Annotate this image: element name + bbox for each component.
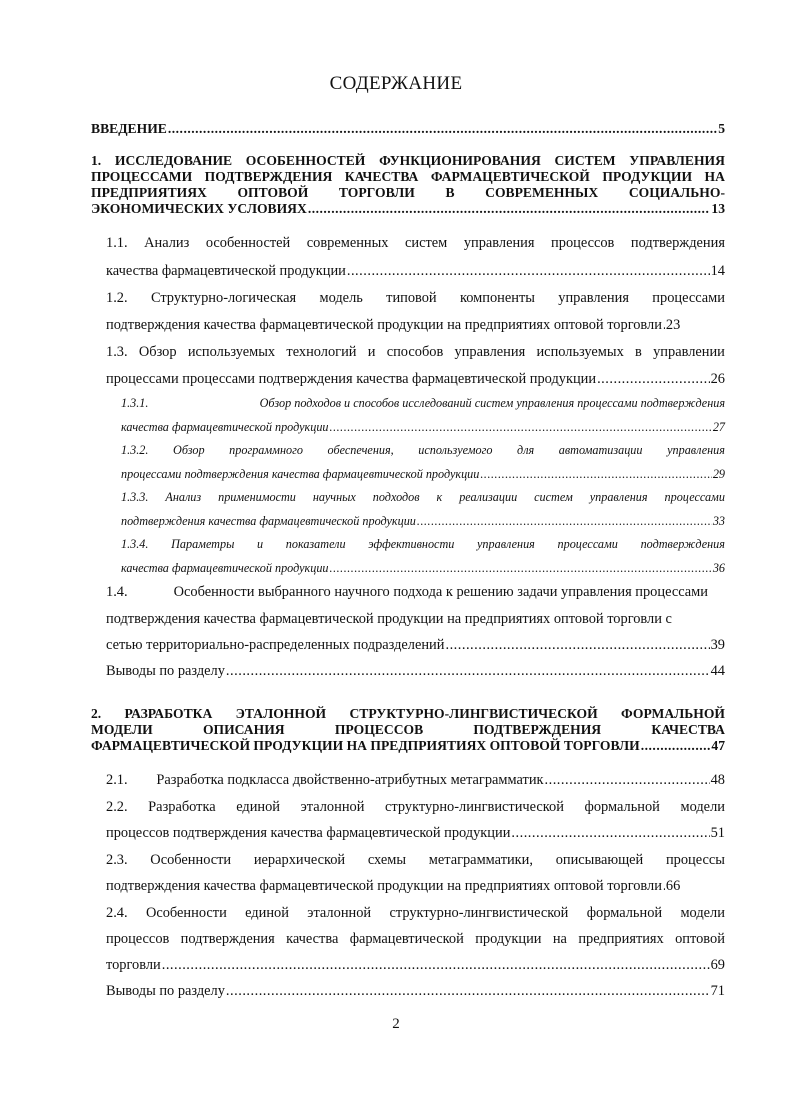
w: 2. <box>91 706 102 721</box>
w: ПОДТВЕРЖДЕНИЯ <box>473 722 602 737</box>
w: применимости <box>218 490 296 504</box>
leader-dots <box>330 561 712 576</box>
w: программного <box>229 443 303 457</box>
w: оптовой <box>675 931 725 947</box>
w: процессов <box>106 931 170 947</box>
w: ПРОЦЕССОВ <box>334 722 424 737</box>
w: ПРОДУКЦИИ <box>602 169 693 184</box>
w: метаграмматики, <box>428 852 533 868</box>
w: современных <box>306 235 389 251</box>
w: процессы <box>665 852 725 868</box>
w: используемого <box>418 443 493 457</box>
w: СИСТЕМ <box>554 153 616 168</box>
w: 1.3.4. <box>121 537 149 551</box>
chapter-1-line-3 <box>91 185 725 201</box>
leader-dots <box>226 983 710 1000</box>
toc-page: 36 <box>712 561 725 575</box>
toc-label: процессами процессами подтверждения качества фармацевтической продукции <box>106 371 597 387</box>
toc-label: сетью территориально-распределенных подразделений <box>106 637 445 653</box>
entry-line-1 <box>106 584 725 601</box>
w: качества <box>286 931 339 947</box>
chapter-1-line-1 <box>91 153 725 169</box>
entry-line-1 <box>121 396 725 411</box>
w: подтверждения <box>630 235 725 251</box>
toc-page: 71 <box>710 983 725 999</box>
w: модели <box>680 905 725 921</box>
w: 1.3.3. <box>121 490 149 504</box>
w: Разработка <box>148 799 216 815</box>
w: эталонной <box>307 905 372 921</box>
entry-line-3 <box>106 637 725 654</box>
w: научных <box>312 490 356 504</box>
w: управления <box>558 290 629 306</box>
w: ФОРМАЛЬНОЙ <box>621 706 725 721</box>
entry-line-2 <box>106 371 725 388</box>
w: и <box>367 344 376 360</box>
chapter-2-line-3 <box>91 738 725 754</box>
w: показатели <box>285 537 346 551</box>
w: РАЗРАБОТКА <box>124 706 213 721</box>
w: 2.3. <box>106 852 128 868</box>
chapter-1-line-2 <box>91 169 725 185</box>
w: 1.1. <box>106 235 128 251</box>
toc-entry-2-1[interactable] <box>106 772 725 789</box>
w: управления <box>463 235 535 251</box>
entry-line-3 <box>106 957 725 974</box>
w: Особенности <box>150 852 232 868</box>
toc-label: торговли <box>106 957 161 973</box>
entry-line-1 <box>106 344 725 361</box>
toc-page: 23 <box>665 317 681 333</box>
leader-dots <box>480 467 711 482</box>
leader-dots <box>168 121 717 137</box>
w: модели <box>680 799 725 815</box>
w: используемых <box>536 344 624 360</box>
toc-label: подтверждения качества фармацевтической продукции на предприятиях оптовой торговли <box>106 878 662 894</box>
w: ОПИСАНИЯ <box>202 722 285 737</box>
w: формальной <box>584 799 660 815</box>
w: Анализ <box>144 235 190 251</box>
w: предприятиях <box>578 931 664 947</box>
toc-label: подтверждения качества фармацевтической продукции на предприятиях оптовой торговли с <box>106 611 672 627</box>
toc-page: 44 <box>710 663 725 679</box>
toc-page: 27 <box>712 420 725 434</box>
w: формальной <box>586 905 663 921</box>
entry-line-1 <box>121 443 725 458</box>
w: обеспечения, <box>327 443 394 457</box>
entry-line-1 <box>106 799 725 816</box>
w: систем <box>534 490 573 504</box>
w: управления <box>477 537 535 551</box>
toc-label: процессов подтверждения качества фармацевтической продукции <box>106 825 511 841</box>
toc-label: качества фармацевтической продукции <box>106 263 346 279</box>
toc-label: качества фармацевтической продукции <box>121 561 329 575</box>
w: Параметры <box>171 537 235 551</box>
entry-line-2 <box>121 420 725 435</box>
toc-label: Особенности выбранного научного подхода к решению задачи управления процессами <box>173 584 708 600</box>
w: управления <box>589 490 648 504</box>
section-number: 1.4. <box>106 584 128 600</box>
w: и <box>257 537 264 551</box>
entry-line-1 <box>106 290 725 307</box>
toc-label: качества фармацевтической продукции <box>121 420 329 434</box>
w: технологий <box>286 344 357 360</box>
w: процессами <box>557 537 618 551</box>
leader-dots <box>417 514 712 529</box>
entry-line-2 <box>106 611 725 628</box>
chapter-2-line-2 <box>91 722 725 738</box>
w: подтверждения <box>180 931 275 947</box>
leader-dots <box>162 957 710 974</box>
w: 1.3.2. <box>121 443 149 457</box>
w: ФУНКЦИОНИРОВАНИЯ <box>379 153 541 168</box>
w: 1.3. <box>106 344 128 360</box>
w: В <box>445 185 455 200</box>
entry-line-1 <box>106 852 725 869</box>
w: в <box>635 344 642 360</box>
leader-dots <box>511 825 709 842</box>
w: ИССЛЕДОВАНИЕ <box>114 153 233 168</box>
toc-page: 13 <box>711 201 725 216</box>
w: УПРАВЛЕНИЯ <box>629 153 725 168</box>
w: подтверждения <box>640 537 725 551</box>
w: КАЧЕСТВА <box>344 169 419 184</box>
toc-page: 39 <box>710 637 725 653</box>
w: эталонной <box>300 799 365 815</box>
w: на <box>552 931 567 947</box>
entry-line-2 <box>106 931 725 948</box>
w: ЭТАЛОННОЙ <box>235 706 327 721</box>
w: ТОРГОВЛИ <box>338 185 415 200</box>
chapter-1-line-4 <box>91 201 725 217</box>
toc-label: подтверждения качества фармацевтической продукции на предприятиях оптовой торговли <box>106 317 662 333</box>
toc-entry-conclusions-1[interactable] <box>106 663 725 680</box>
entry-line-2 <box>121 467 725 482</box>
w: 1.2. <box>106 290 128 306</box>
toc-label: ВВЕДЕНИЕ <box>91 121 167 136</box>
toc-page: 66 <box>665 878 681 894</box>
entry-line-2 <box>121 561 725 576</box>
w: структурно-лингвистической <box>385 799 564 815</box>
leader-dots <box>330 420 712 435</box>
toc-page: 51 <box>710 825 725 841</box>
toc-page: 47 <box>711 738 725 753</box>
toc-label: ФАРМАЦЕВТИЧЕСКОЙ ПРОДУКЦИИ НА ПРЕДПРИЯТИЯХ ОПТОВОЙ ТОРГОВЛИ <box>91 738 640 753</box>
w: единой <box>245 905 289 921</box>
w: способов <box>386 344 444 360</box>
w: особенностей <box>205 235 291 251</box>
leader-dots <box>226 663 710 680</box>
toc-page: 14 <box>710 263 725 279</box>
w: 2.4. <box>106 905 128 921</box>
w: Обзор подходов и способов исследований систем управления процессами подтверждения <box>259 396 725 410</box>
w: ОПТОВОЙ <box>237 185 309 200</box>
w: используемых <box>187 344 276 360</box>
leader-dots <box>597 371 710 388</box>
toc-page: 33 <box>712 514 725 528</box>
entry-line-2 <box>121 514 725 529</box>
toc-entry-conclusions-2[interactable] <box>106 983 725 1000</box>
leader-dots <box>663 317 665 334</box>
w: МОДЕЛИ <box>91 722 153 737</box>
leader-dots <box>308 201 711 217</box>
entry-line-2 <box>106 825 725 842</box>
w: эффективности <box>368 537 455 551</box>
w: Особенности <box>145 905 227 921</box>
toc-page: 29 <box>712 467 725 481</box>
toc-entry-intro[interactable] <box>91 121 725 137</box>
w: процессами <box>652 290 725 306</box>
toc-label: подтверждения качества фармацевтической продукции <box>121 514 416 528</box>
w: Структурно-логическая <box>150 290 297 306</box>
w: описывающей <box>555 852 644 868</box>
w: автоматизации <box>558 443 643 457</box>
w: подходов <box>372 490 420 504</box>
toc-label: Выводы по разделу <box>106 983 225 999</box>
w: структурно-лингвистической <box>389 905 569 921</box>
w: ПОДТВЕРЖДЕНИЯ <box>204 169 333 184</box>
w: ПРЕДПРИЯТИЯХ <box>91 185 207 200</box>
entry-line-1 <box>106 235 725 252</box>
w: фармацевтической <box>349 931 464 947</box>
w: процессами <box>664 490 725 504</box>
w: для <box>517 443 535 457</box>
w: реализации <box>459 490 518 504</box>
entry-line-2 <box>106 263 725 280</box>
w: Обзор <box>138 344 177 360</box>
entry-line-2 <box>106 317 725 334</box>
w: Обзор <box>173 443 205 457</box>
toc-label: Выводы по разделу <box>106 663 225 679</box>
w: СОЦИАЛЬНО- <box>628 185 725 200</box>
w: ФАРМАЦЕВТИЧЕСКОЙ <box>430 169 590 184</box>
toc-page: 69 <box>710 957 725 973</box>
entry-line-1 <box>121 537 725 552</box>
leader-dots <box>445 637 709 654</box>
w: иерархической <box>253 852 346 868</box>
w: ОСОБЕННОСТЕЙ <box>245 153 366 168</box>
w: СТРУКТУРНО-ЛИНГВИСТИЧЕСКОЙ <box>349 706 598 721</box>
w: Анализ <box>165 490 202 504</box>
entry-line-1 <box>121 490 725 505</box>
leader-dots <box>545 772 710 789</box>
w: модель <box>319 290 363 306</box>
w: к <box>436 490 443 504</box>
page-title: СОДЕРЖАНИЕ <box>329 73 463 94</box>
w: единой <box>236 799 281 815</box>
toc-label: ЭКОНОМИЧЕСКИХ УСЛОВИЯХ <box>91 201 307 216</box>
w: управления <box>454 344 526 360</box>
leader-dots <box>663 878 665 895</box>
leader-dots <box>347 263 710 280</box>
w: процессов <box>551 235 615 251</box>
w: схемы <box>367 852 407 868</box>
w: СОВРЕМЕННЫХ <box>485 185 599 200</box>
w: типовой <box>386 290 437 306</box>
chapter-2-line-1 <box>91 706 725 722</box>
entry-line-1 <box>106 905 725 922</box>
w: систем <box>405 235 448 251</box>
w: управлении <box>653 344 725 360</box>
w: управления <box>667 443 725 457</box>
page-number: 2 <box>392 1016 400 1032</box>
w: КАЧЕСТВА <box>651 722 725 737</box>
toc-label: процессами подтверждения качества фармацевтической продукции <box>121 467 480 481</box>
toc-page: 26 <box>710 371 725 387</box>
w: НА <box>704 169 725 184</box>
leader-dots <box>641 738 711 754</box>
w: 1.3.1. <box>121 396 149 410</box>
w: 1. <box>91 153 102 168</box>
w: продукции <box>475 931 542 947</box>
toc-page: 5 <box>718 121 725 136</box>
w: ПРОЦЕССАМИ <box>91 169 193 184</box>
toc-page: 48 <box>710 772 725 788</box>
entry-line-2 <box>106 878 725 895</box>
w: 2.2. <box>106 799 128 815</box>
toc-label: 2.1. Разработка подкласса двойственно-атрибутных метаграмматик <box>106 772 544 788</box>
w: компоненты <box>459 290 535 306</box>
